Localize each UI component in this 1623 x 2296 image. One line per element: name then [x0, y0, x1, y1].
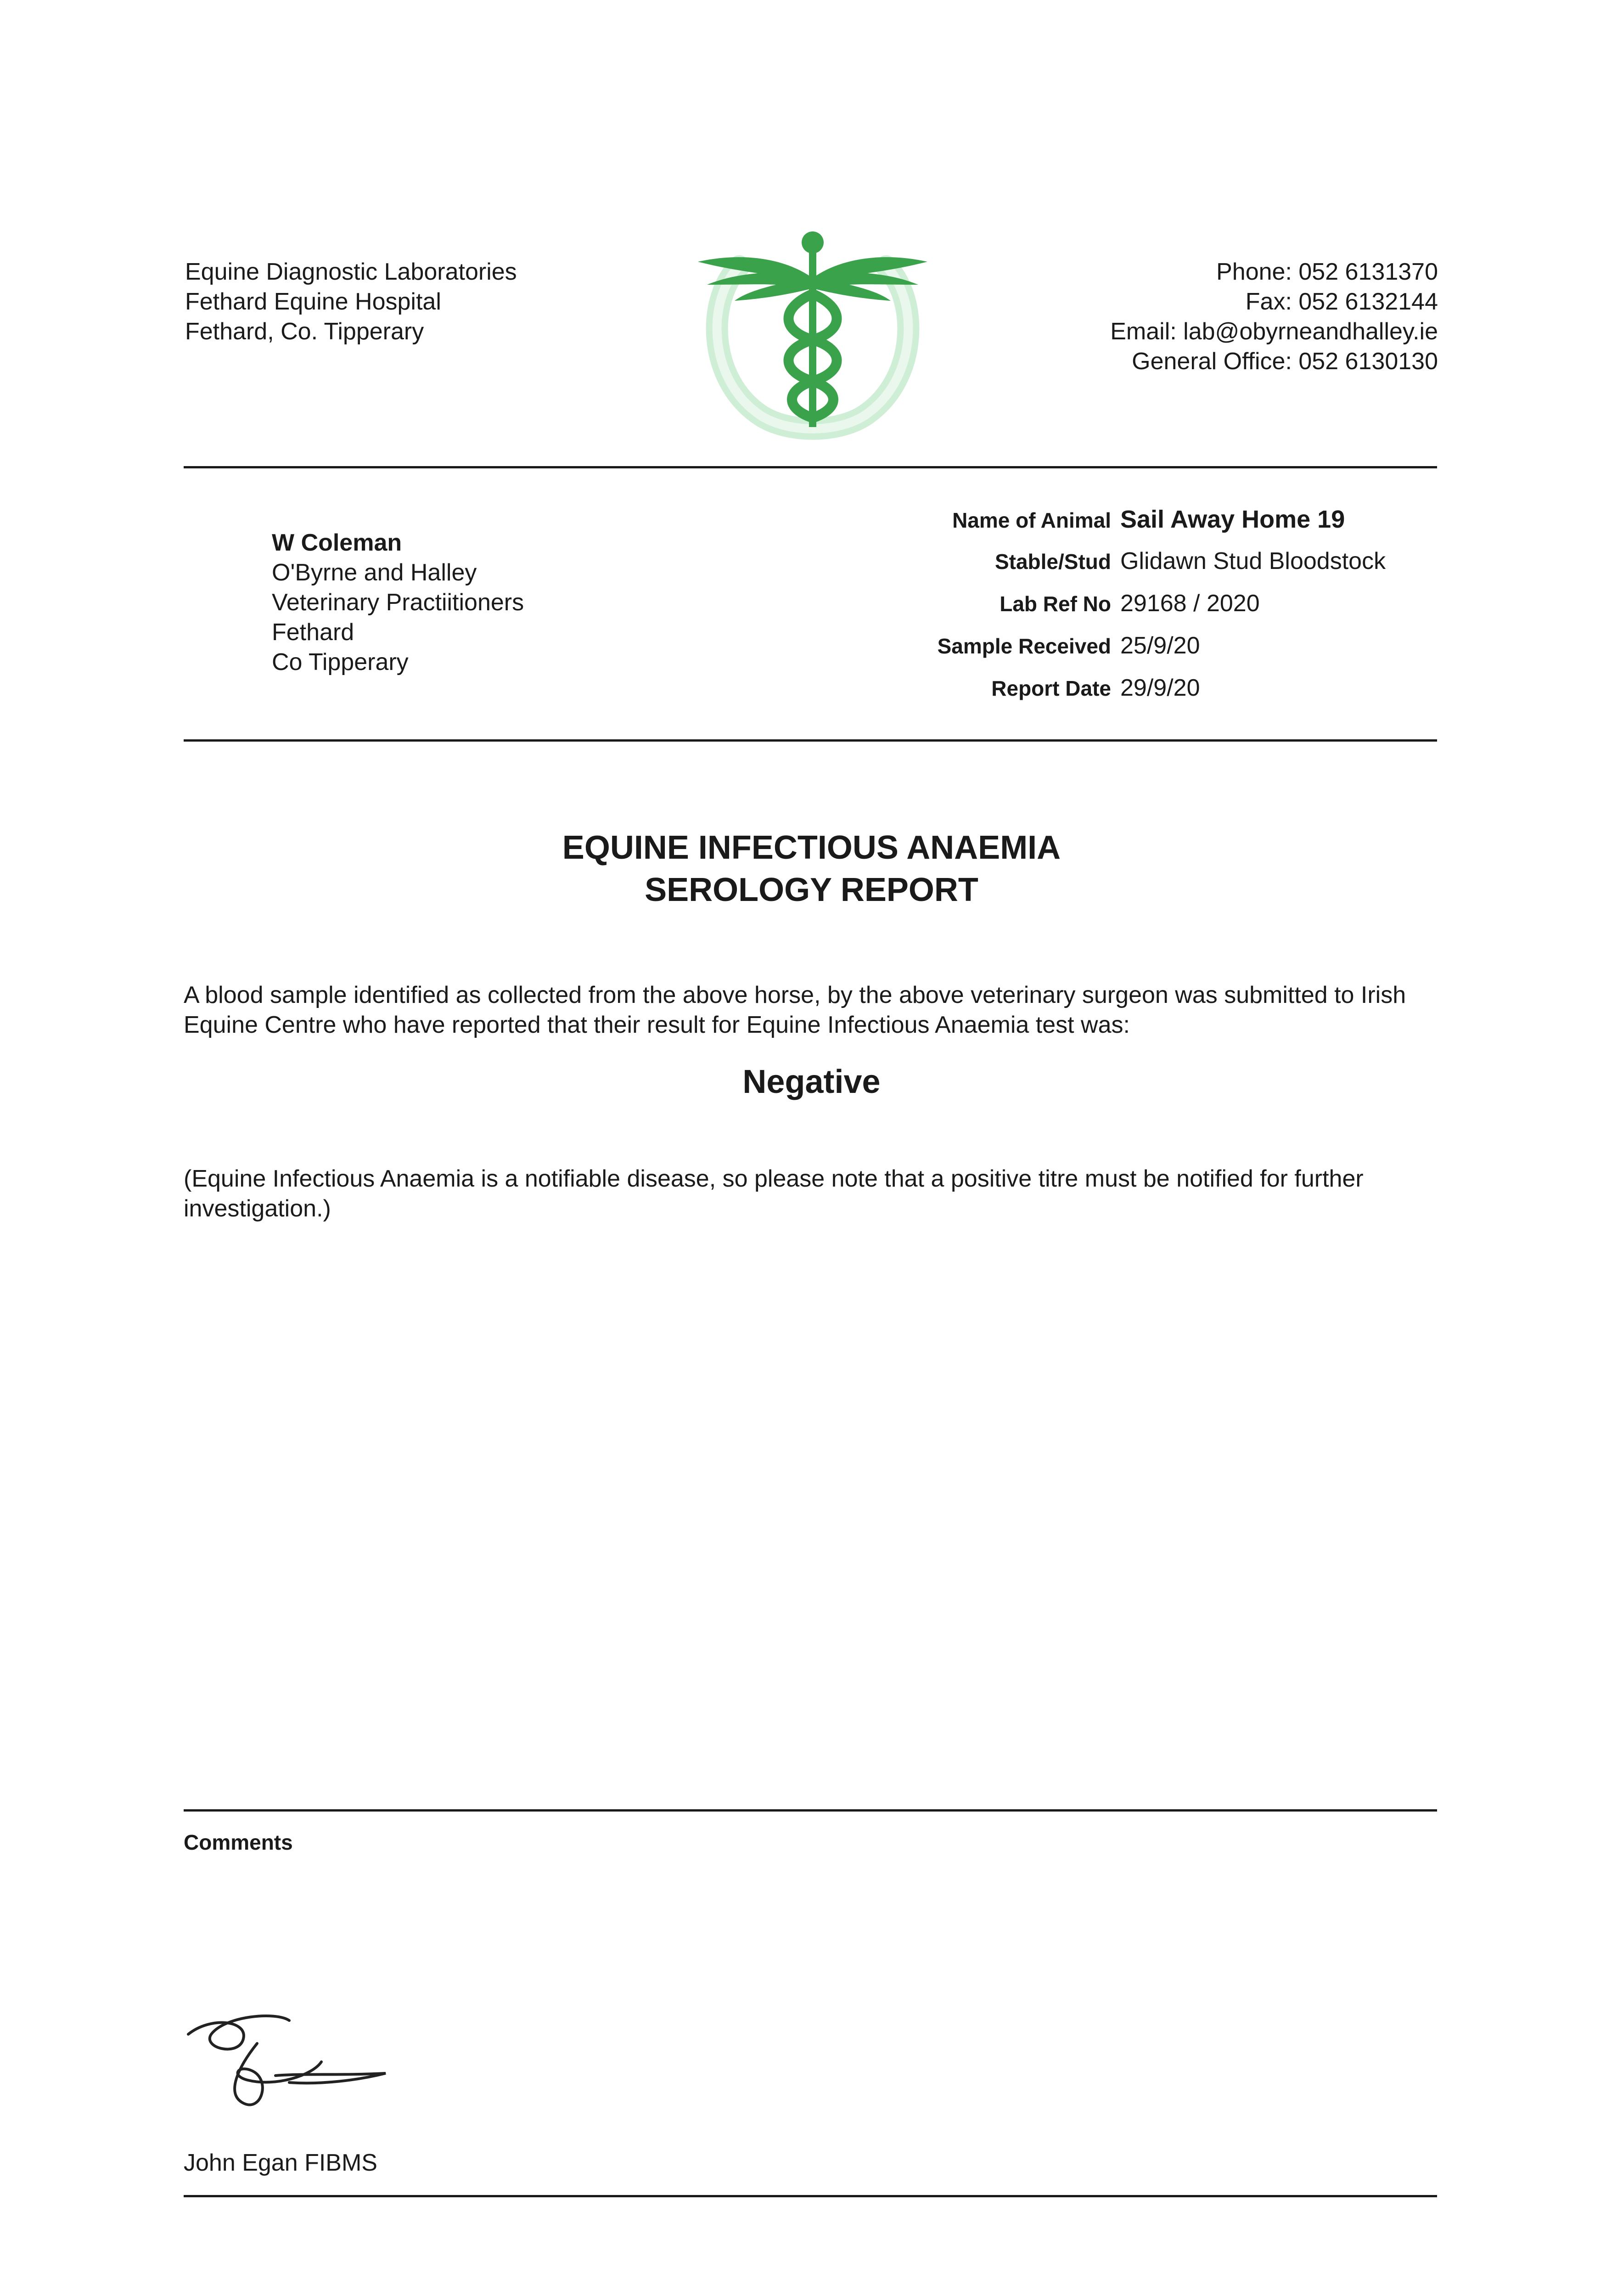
report-title [0, 827, 1623, 911]
animal-name-value: Sail Away Home 19 [1120, 506, 1345, 533]
notifiable-note: (Equine Infectious Anaemia is a notifiable disease, so please note that a positive titre must be notified for further investigation.) [184, 1165, 1364, 1222]
caduceus-logo-icon [689, 225, 937, 441]
lab-ref-value: 29168 / 2020 [1120, 590, 1260, 617]
lab-address-line: Fethard Equine Hospital [185, 288, 441, 315]
detail-row [872, 632, 1469, 674]
lab-address-line: Fethard, Co. Tipperary [185, 318, 424, 345]
recipient-line: Veterinary Practiitioners [272, 589, 524, 616]
report-title-line: SEROLOGY REPORT [645, 872, 978, 908]
detail-row [872, 547, 1469, 590]
stable-value: Glidawn Stud Bloodstock [1120, 548, 1386, 574]
details-divider [184, 739, 1437, 742]
detail-label: Sample Received [937, 634, 1111, 658]
contact-phone: Phone: 052 6131370 [1216, 259, 1438, 285]
header-divider [184, 466, 1437, 468]
detail-row [872, 505, 1469, 547]
detail-label: Stable/Stud [994, 550, 1111, 574]
contact-fax: Fax: 052 6132144 [1245, 288, 1438, 315]
lab-address [185, 257, 517, 347]
report-title-line: EQUINE INFECTIOUS ANAEMIA [562, 829, 1061, 866]
sample-received-value: 25/9/20 [1120, 632, 1200, 659]
contact-general-office: General Office: 052 6130130 [1132, 348, 1438, 375]
comments-divider [184, 1809, 1437, 1812]
contact-email: Email: lab@obyrneandhalley.ie [1110, 318, 1438, 345]
lab-address-line: Equine Diagnostic Laboratories [185, 259, 517, 285]
footer-divider [184, 2195, 1437, 2197]
detail-label: Report Date [991, 676, 1111, 700]
recipient-name: W Coleman [272, 529, 402, 556]
signatory-name: John Egan FIBMS [184, 2150, 377, 2176]
comments-label: Comments [184, 1830, 293, 1854]
report-date-value: 29/9/20 [1120, 675, 1200, 701]
recipient-line: O'Byrne and Halley [272, 559, 477, 586]
test-result: Negative [742, 1064, 881, 1100]
detail-label: Lab Ref No [1000, 592, 1111, 616]
detail-label: Name of Animal [952, 508, 1111, 532]
recipient-line: Fethard [272, 619, 354, 646]
contact-info [1110, 257, 1438, 377]
animal-details [872, 505, 1469, 716]
signature-icon [184, 2007, 395, 2122]
recipient-address [272, 528, 524, 677]
detail-row [872, 590, 1469, 632]
detail-row [872, 674, 1469, 716]
report-intro: A blood sample identified as collected from the above horse, by the above veterinary surgeon was submitted to Irish Equine Centre who have reported that their result for Equine Infectious Anaemia test was: [184, 982, 1406, 1038]
recipient-line: Co Tipperary [272, 649, 409, 675]
